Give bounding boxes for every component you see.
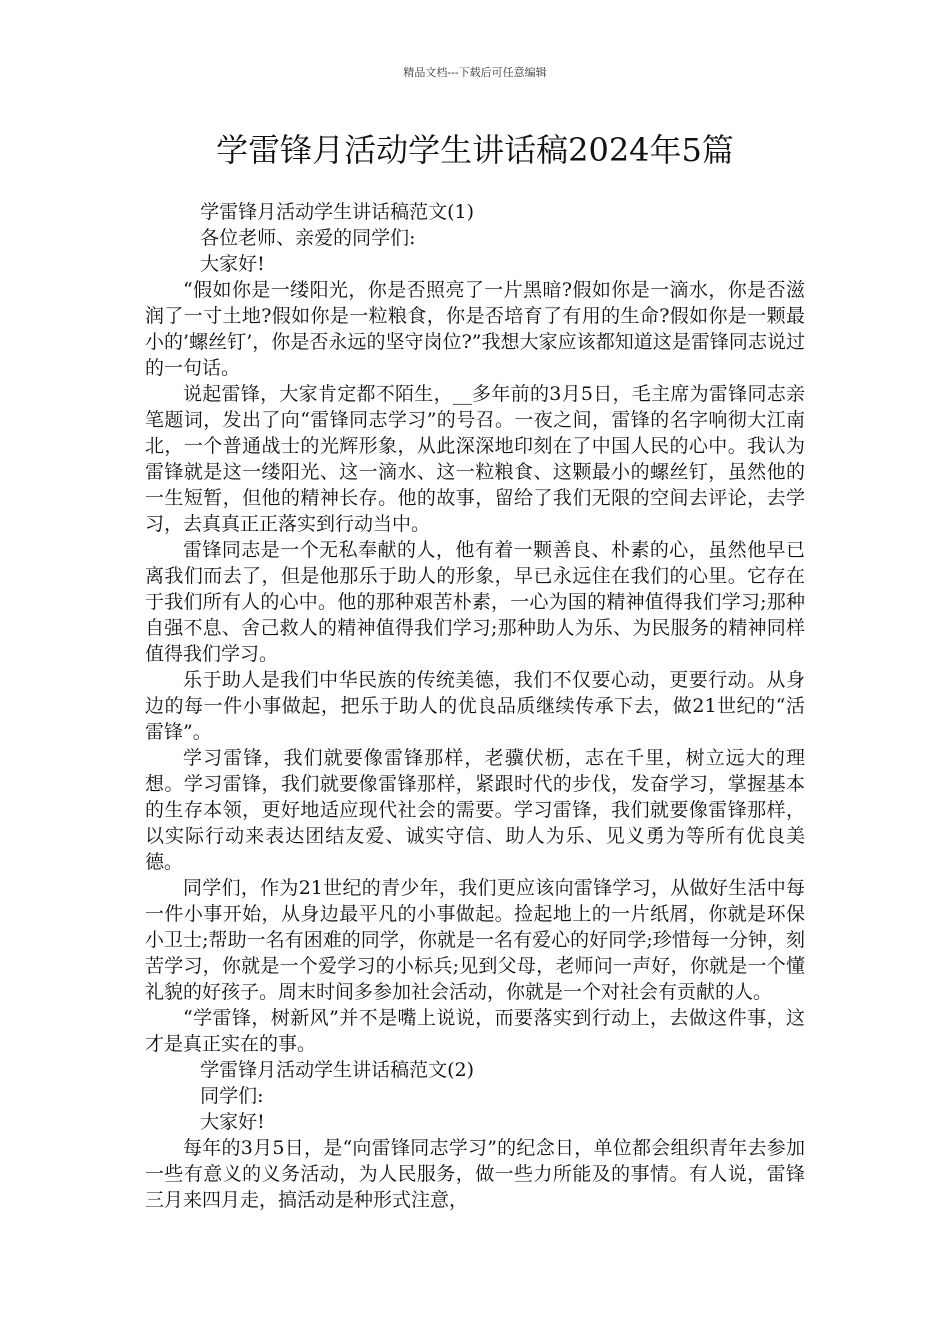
body-paragraph: 说起雷锋，大家肯定都不陌生，__多年前的3月5日，毛主席为雷锋同志亲笔题词，发出了向“雷锋同志学习”的号召。一夜之间，雷锋的名字响彻大江南北，一个普通战士的光辉形象，从此深深地印刻在了中国人民的心中。我认为雷锋就是这一缕阳光、这一滴水、这一粒粮食、这颗最小的螺丝钉，虽然他的一生短暂，但他的精神长存。他的故事，留给了我们无限的空间去评论，去学习，去真真正正落实到行动当中。 — [145, 383, 805, 535]
section-heading-1: 学雷锋月活动学生讲话稿范文(1) — [200, 201, 475, 223]
greeting: 大家好! — [200, 253, 265, 275]
body-paragraph: 学习雷锋，我们就要像雷锋那样，老骥伏枥，志在千里，树立远大的理想。学习雷锋，我们就要像雷锋那样，紧跟时代的步伐，发奋学习，掌握基本的生存本领，更好地适应现代社会的需要。学习雷锋，我们就要像雷锋那样，以实际行动来表达团结友爱、诚实守信、助人为乐、见义勇为等所有优良美德。 — [145, 747, 805, 873]
body-paragraph: 雷锋同志是一个无私奉献的人，他有着一颗善良、朴素的心，虽然他早已离我们而去了，但是他那乐于助人的形象，早已永远住在我们的心里。它存在于我们所有人的心中。他的那种艰苦朴素，一心为国的精神值得我们学习;那种自强不息、舍己救人的精神值得我们学习;那种助人为乐、为民服务的精神同样值得我们学习。 — [145, 539, 805, 665]
body-paragraph: “假如你是一缕阳光，你是否照亮了一片黑暗?假如你是一滴水，你是否滋润了一寸土地?假如你是一粒粮食，你是否培育了有用的生命?假如你是一颗最小的’螺丝钉’，你是否永远的坚守岗位?”我想大家应该都知道这是雷锋同志说过的一句话。 — [145, 279, 805, 379]
document-title: 学雷锋月活动学生讲话稿2024年5篇 — [216, 131, 734, 169]
body-paragraph: 同学们，作为21世纪的青少年，我们更应该向雷锋学习，从做好生活中每一件小事开始，从身边最平凡的小事做起。捡起地上的一片纸屑，你就是环保小卫士;帮助一名有困难的同学，你就是一名有爱心的好同学;珍惜每一分钟，刻苦学习，你就是一个爱学习的小标兵;见到父母，老师问一声好，你就是一个懂礼貌的好孩子。周末时间多参加社会活动，你就是一个对社会有贡献的人。 — [145, 877, 805, 1003]
body-paragraph: 每年的3月5日，是“向雷锋同志学习”的纪念日，单位都会组织青年去参加一些有意义的义务活动，为人民服务，做一些力所能及的事情。有人说，雷锋三月来四月走，搞活动是种形式注意， — [145, 1137, 805, 1211]
body-paragraph: 乐于助人是我们中华民族的传统美德，我们不仅要心动，更要行动。从身边的每一件小事做起，把乐于助人的优良品质继续传承下去，做21世纪的“活雷锋”。 — [145, 669, 805, 743]
salutation: 同学们: — [200, 1085, 264, 1107]
salutation: 各位老师、亲爱的同学们: — [200, 227, 416, 249]
body-paragraph: “学雷锋，树新风”并不是嘴上说说，而要落实到行动上，去做这件事，这才是真正实在的事。 — [145, 1007, 805, 1055]
document-body — [145, 199, 805, 1213]
header-note: 精品文档---下载后可任意编辑 — [403, 66, 547, 79]
greeting: 大家好! — [200, 1111, 265, 1133]
section-heading-2: 学雷锋月活动学生讲话稿范文(2) — [200, 1059, 475, 1081]
